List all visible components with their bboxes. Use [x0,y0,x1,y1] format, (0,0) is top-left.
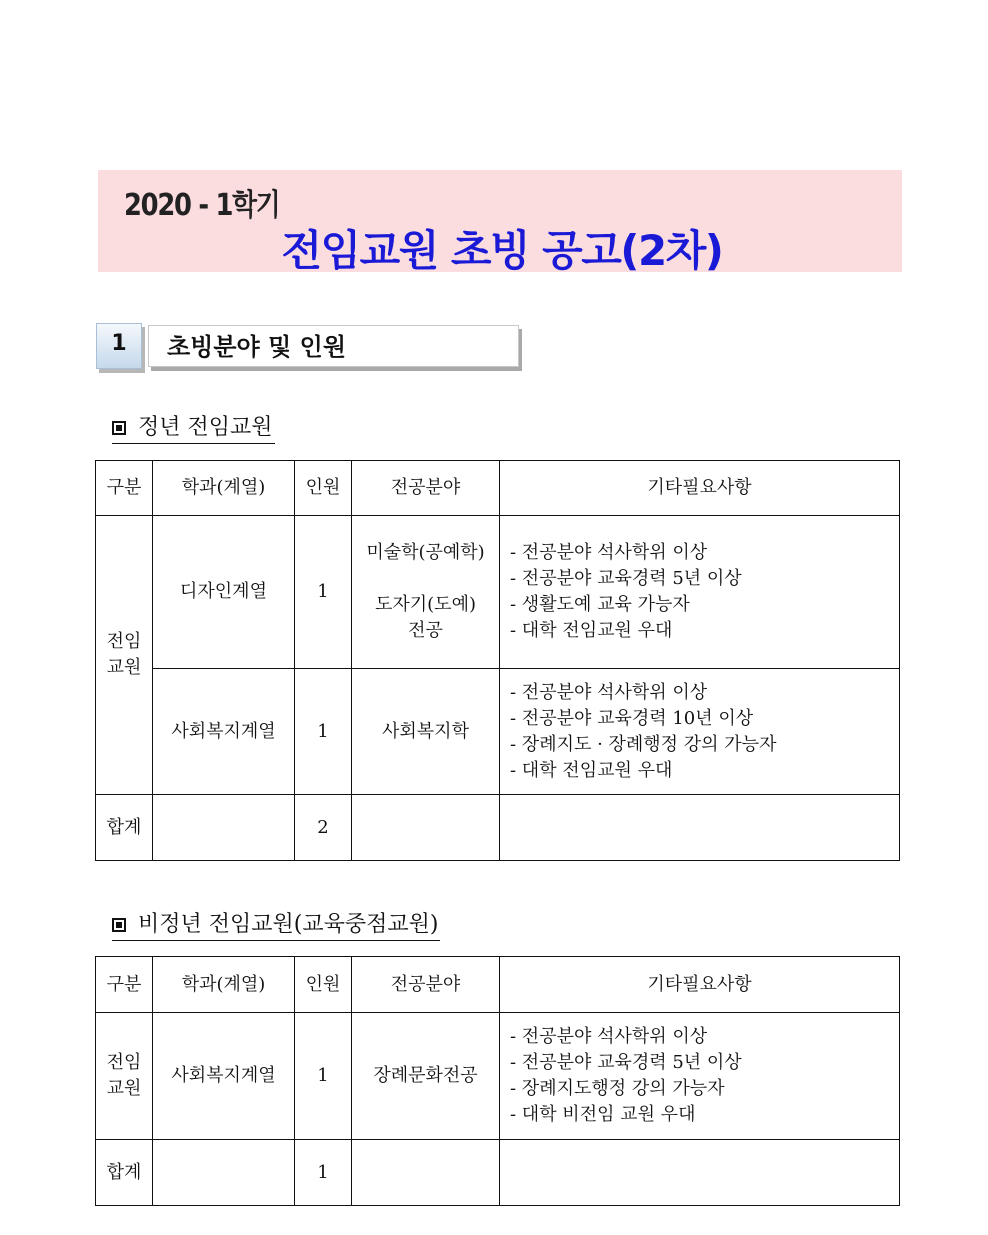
table1-header-row [96,461,900,516]
group-label-cell [96,516,153,795]
square-bullet-icon [112,918,126,932]
dept-cell: 사회복지계열 [153,1013,295,1140]
major-line: 도자기(도예) [375,594,476,615]
table2-col-header: 인원 [295,957,352,1013]
section-title: 초빙분야 및 인원 [148,325,519,367]
note-line: - 전공분야 석사학위 이상 [510,542,708,563]
table1-col-header: 구분 [96,461,153,516]
table1-grid [95,460,900,861]
empty-cell [153,1140,295,1206]
count-cell: 1 [295,1013,352,1140]
notes-cell [500,669,900,795]
empty-cell [500,1140,900,1206]
note-line: - 전공분야 석사학위 이상 [510,1026,708,1047]
note-line: - 대학 비전임 교원 우대 [510,1104,696,1125]
table2-total-row [96,1140,900,1206]
table2-subtitle [112,910,440,941]
group-label-line: 전임 [106,631,142,652]
table1-subtitle-text: 정년 전임교원 [138,415,273,440]
empty-cell [352,795,500,861]
dept-cell: 사회복지계열 [153,669,295,795]
table2-col-header: 기타필요사항 [500,957,900,1013]
note-line: - 생활도예 교육 가능자 [510,594,690,615]
table-row [96,516,900,669]
major-cell: 장례문화전공 [352,1013,500,1140]
count-cell: 1 [295,669,352,795]
table1-col-header: 기타필요사항 [500,461,900,516]
table2-subtitle-text: 비정년 전임교원(교육중점교원) [138,912,439,937]
square-bullet-icon [112,421,126,435]
note-line: - 전공분야 교육경력 10년 이상 [510,707,754,729]
major-cell: 사회복지학 [352,669,500,795]
table1-col-header: 전공분야 [352,461,500,516]
empty-cell [500,795,900,861]
table2-grid [95,956,900,1206]
semester-label: 2020 - 1학기 [124,188,280,223]
major-line: 미술학(공예학) [366,542,485,563]
table2-header-row [96,957,900,1013]
notes-cell [500,516,900,669]
group-label-cell [96,1013,153,1140]
table2-col-header: 학과(계열) [153,957,295,1013]
note-line: - 전공분야 석사학위 이상 [510,681,708,703]
notes-cell [500,1013,900,1140]
note-line: - 장례지도행정 강의 가능자 [510,1078,725,1099]
table1-col-header: 학과(계열) [153,461,295,516]
empty-cell [352,1140,500,1206]
table1-subtitle [112,413,275,444]
total-label-cell: 합계 [96,795,153,861]
note-line: - 장례지도 · 장례행정 강의 가능자 [510,733,777,755]
note-line: - 대학 전임교원 우대 [510,759,673,781]
table1-col-header: 인원 [295,461,352,516]
group-label-line: 전임 [106,1052,142,1073]
total-label-cell: 합계 [96,1140,153,1206]
table1-total-row [96,795,900,861]
page-title: 전임교원 초빙 공고(2차) [281,226,723,275]
major-cell [352,516,500,669]
major-line: 전공 [408,620,443,641]
group-label-line: 교원 [106,657,142,678]
table2-col-header: 전공분야 [352,957,500,1013]
table-row [96,1013,900,1140]
group-label-line: 교원 [106,1078,142,1099]
section-number-badge: 1 [96,323,142,369]
empty-cell [153,795,295,861]
note-line: - 대학 전임교원 우대 [510,620,673,641]
header-banner [98,170,902,275]
total-count-cell: 2 [295,795,352,861]
table-row [96,669,900,795]
dept-cell: 디자인계열 [153,516,295,669]
note-line: - 전공분야 교육경력 5년 이상 [510,1052,742,1073]
count-cell: 1 [295,516,352,669]
note-line: - 전공분야 교육경력 5년 이상 [510,568,742,589]
total-count-cell: 1 [295,1140,352,1206]
table2-col-header: 구분 [96,957,153,1013]
